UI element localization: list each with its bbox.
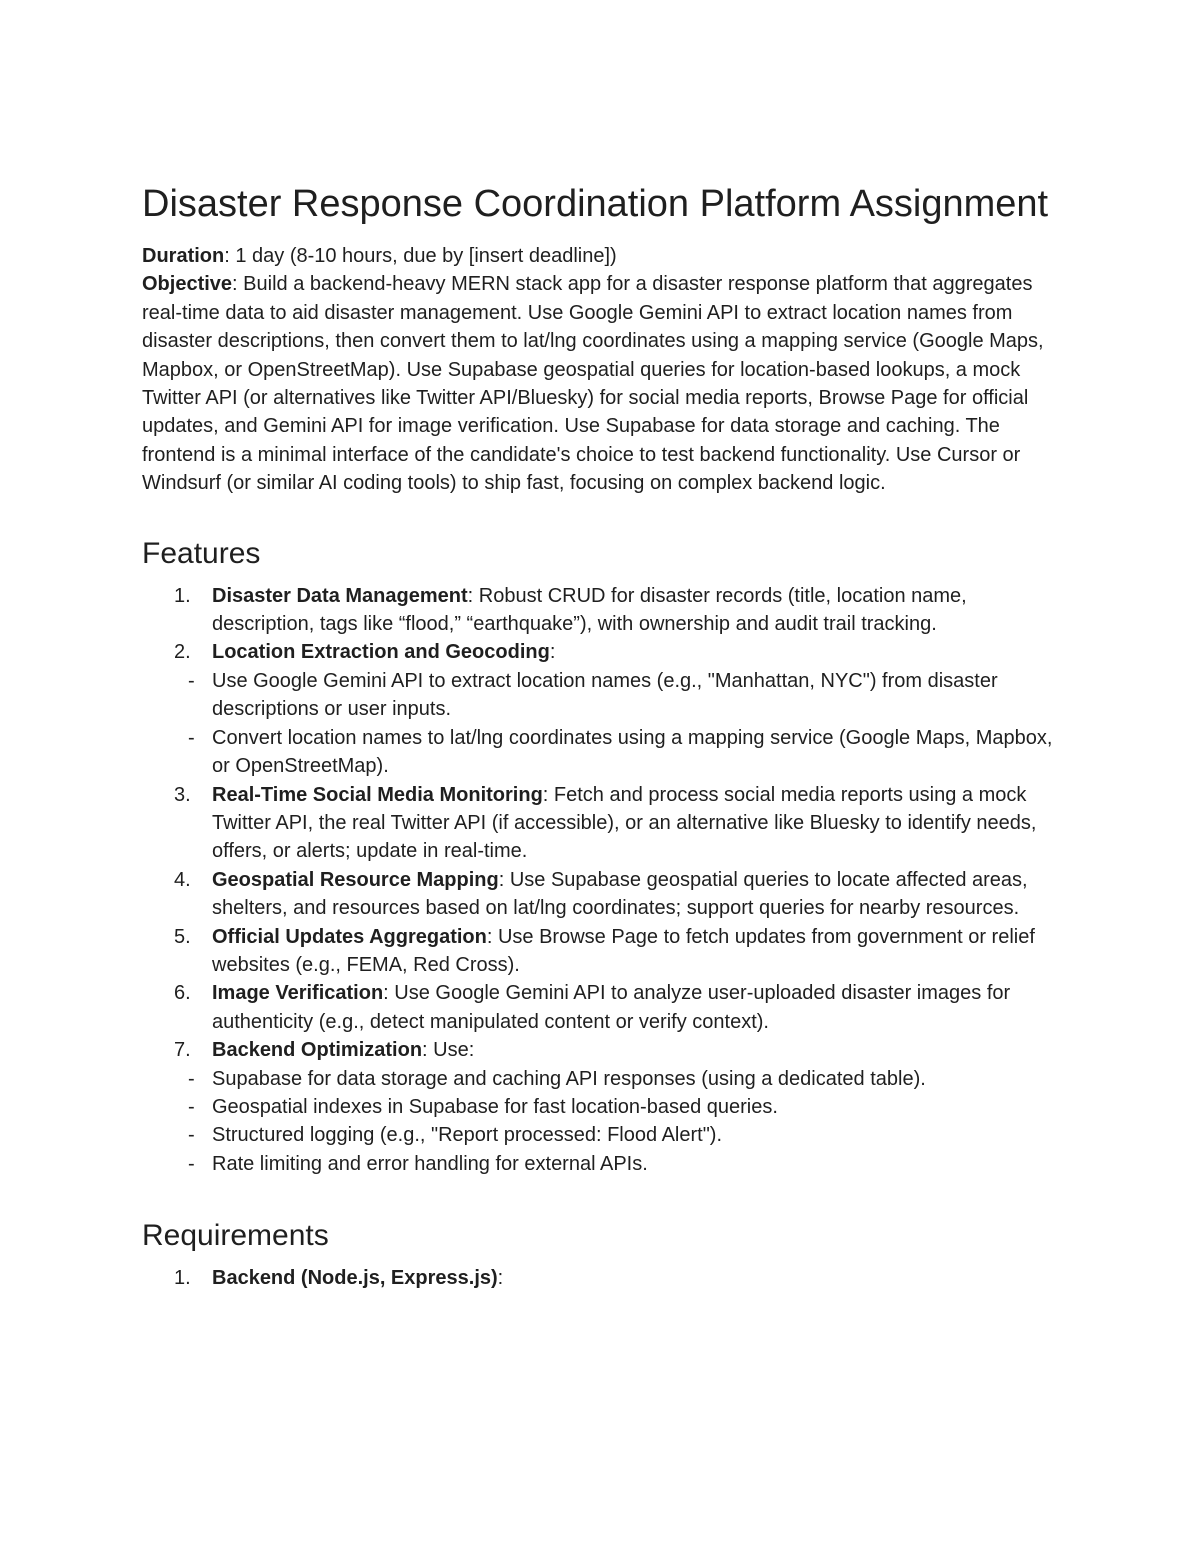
feature-label: Backend Optimization <box>212 1039 423 1062</box>
feature-text: : Use: <box>422 1039 475 1062</box>
requirement-label: Backend (Node.js, Express.js) <box>212 1267 498 1290</box>
list-item <box>142 866 1062 923</box>
list-item <box>142 582 1062 639</box>
list-item <box>142 1264 1062 1292</box>
feature-label: Location Extraction and Geocoding <box>212 641 550 664</box>
list-number: 6. <box>174 982 191 1005</box>
sub-item-text: Structured logging (e.g., "Report processed: Flood Alert"). <box>212 1124 723 1147</box>
duration-text: : 1 day (8-10 hours, due by [insert deadline]) <box>224 245 617 267</box>
list-item <box>142 638 1062 666</box>
page-title: Disaster Response Coordination Platform Assignment <box>142 183 1049 225</box>
requirements-list <box>142 1264 1062 1292</box>
feature-label: Image Verification <box>212 982 384 1005</box>
feature-label: Disaster Data Management <box>212 584 468 607</box>
sub-list <box>142 1065 1062 1179</box>
list-number: 7. <box>174 1039 191 1062</box>
requirement-text: : <box>497 1267 504 1290</box>
dash-bullet: - <box>188 1095 195 1118</box>
list-number: 5. <box>174 925 191 948</box>
feature-text: : Fetch and process social media reports using a mock Twitter API, the real Twitter API (if accessible), or an alternative like Bluesky to identify needs, offers, or alerts; update in real-time. <box>212 783 1037 863</box>
list-item <box>142 923 1062 980</box>
feature-label: Official Updates Aggregation <box>212 925 487 948</box>
list-number: 1. <box>174 1267 191 1290</box>
sub-list-item <box>142 1121 1062 1149</box>
feature-text: : <box>549 641 556 664</box>
requirements-heading: Requirements <box>142 1219 329 1253</box>
list-number: 1. <box>174 584 191 607</box>
sub-list-item <box>142 1150 1062 1178</box>
feature-text: : Use Google Gemini API to analyze user-uploaded disaster images for authenticity (e.g., detect manipulated content or verify context). <box>212 982 1011 1033</box>
dash-bullet: - <box>188 1067 195 1090</box>
dash-bullet: - <box>188 726 195 749</box>
dash-bullet: - <box>188 669 195 692</box>
sub-item-text: Use Google Gemini API to extract location names (e.g., "Manhattan, NYC") from disaster descriptions or user inputs. <box>212 669 998 721</box>
feature-label: Geospatial Resource Mapping <box>212 868 499 891</box>
list-number: 3. <box>174 783 191 806</box>
features-heading: Features <box>142 536 261 570</box>
document-page <box>142 178 1062 1293</box>
sub-list <box>142 667 1062 781</box>
duration-label: Duration <box>142 245 225 267</box>
sub-item-text: Rate limiting and error handling for external APIs. <box>212 1152 648 1175</box>
sub-list-item <box>142 1093 1062 1121</box>
feature-label: Real-Time Social Media Monitoring <box>212 783 543 806</box>
objective-paragraph <box>142 270 1062 497</box>
sub-list-item <box>142 1065 1062 1093</box>
list-item <box>142 1036 1062 1064</box>
duration-line <box>142 242 1062 270</box>
feature-text: : Use Browse Page to fetch updates from government or relief websites (e.g., FEMA, Red Cross). <box>212 925 1035 976</box>
objective-text: : Build a backend-heavy MERN stack app for a disaster response platform that aggregates real-time data to aid disaster management. Use Google Gemini API to extract location names from disaster descriptions, then convert them to lat/lng coordinates using a mapping service (Google Maps, Mapbox, or OpenStreetMap). Use Supabase geospatial queries for location-based lookups, a mock Twitter API (or alternatives like Twitter API/Bluesky) for social media reports, Browse Page for official updates, and Gemini API for image verification. Use Supabase for data storage and caching. The frontend is a minimal interface of the candidate's choice to test backend functionality. Use Cursor or Windsurf (or similar AI coding tools) to ship fast, focusing on complex backend logic. <box>142 273 1044 495</box>
sub-list-item <box>142 667 1062 724</box>
sub-item-text: Geospatial indexes in Supabase for fast location-based queries. <box>212 1095 778 1118</box>
list-number: 4. <box>174 868 191 891</box>
list-item <box>142 979 1062 1036</box>
dash-bullet: - <box>188 1152 195 1175</box>
objective-label: Objective <box>142 273 233 296</box>
sub-list-item <box>142 724 1062 781</box>
feature-text: : Use Supabase geospatial queries to locate affected areas, shelters, and resources based on lat/lng coordinates; support queries for nearby resources. <box>212 868 1028 920</box>
sub-item-text: Supabase for data storage and caching API responses (using a dedicated table). <box>212 1067 926 1090</box>
feature-text: : Robust CRUD for disaster records (title, location name, description, tags like “flood,” “earthquake”), with ownership and audit trail tracking. <box>212 584 967 636</box>
list-item <box>142 781 1062 866</box>
list-number: 2. <box>174 641 191 664</box>
sub-item-text: Convert location names to lat/lng coordinates using a mapping service (Google Maps, Mapbox, or OpenStreetMap). <box>212 726 1053 778</box>
features-list <box>142 582 1062 1179</box>
dash-bullet: - <box>188 1124 195 1147</box>
